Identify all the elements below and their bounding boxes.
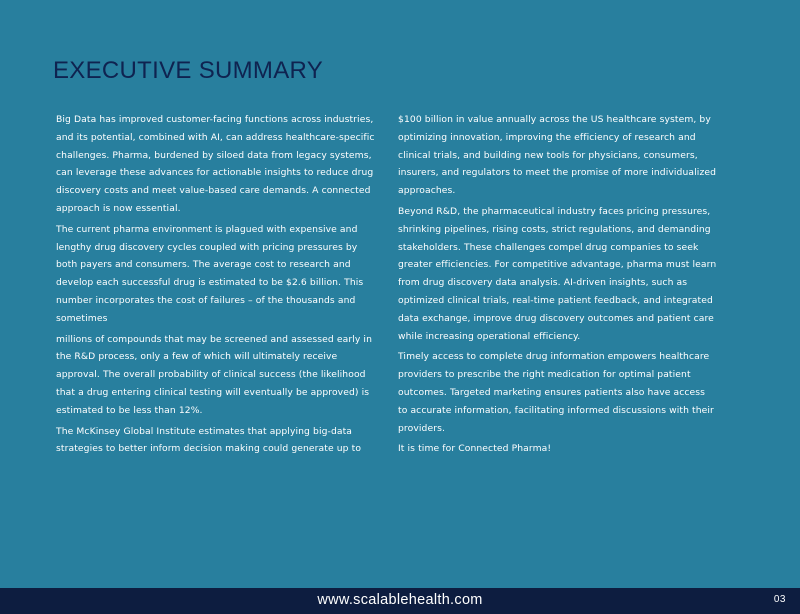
paragraph-mckinsey-estimate: The McKinsey Global Institute estimates that applying big-data strategies to better inform decision making could generate up to [56, 425, 362, 455]
right-text-column [398, 111, 728, 461]
paragraph-timely-access: Timely access to complete drug information empowers healthcare providers to prescribe the right medication for optimal patient outcomes. Targeted marketing ensures patients also have access to accurate information, facilitating informed discussions with their providers. [398, 351, 714, 434]
page-title: EXECUTIVE SUMMARY [53, 57, 324, 84]
paragraph-compounds-screening: millions of compounds that may be screened and assessed early in the R&D process, only a few of which will ultimately receive approval. The overall probability of clinical success (the likelihood that a drug entering clinical testing will eventually be approved) is estimated to be less than 12%. [56, 333, 372, 416]
paragraph-healthcare-value: $100 billion in value annually across the US healthcare system, by optimizing innovation, improving the efficiency of research and clinical trials, and building new tools for physicians, consumers, insurers, and regulators to meet the promise of more individualized approaches. [398, 114, 717, 197]
paragraph-connected-pharma: It is time for Connected Pharma! [398, 443, 552, 455]
footer-bar [0, 588, 800, 614]
paragraph-pharma-environment: The current pharma environment is plagued with expensive and lengthy drug discovery cycles coupled with pricing pressures by both payers and consumers. The average cost to research and develop each successful drug is estimated to be $2.6 billion. This number incorporates the cost of failures – of the thousands and sometimes [56, 223, 364, 324]
paragraph-big-data-intro: Big Data has improved customer-facing functions across industries, and its potential, combined with AI, can address healthcare-specific challenges. Pharma, burdened by siloed data from legacy systems, can leverage these advances for actionable insights to reduce drug discovery costs and meet value-based care demands. A connected approach is now essential. [56, 114, 375, 214]
page-number: 03 [773, 594, 786, 605]
left-text-column [56, 111, 386, 461]
paragraph-beyond-rnd: Beyond R&D, the pharmaceutical industry faces pricing pressures, shrinking pipelines, rising costs, strict regulations, and demanding stakeholders. These challenges compel drug companies to seek greater efficiencies. For competitive advantage, pharma must learn from drug discovery data analysis. AI-driven insights, such as optimized clinical trials, real-time patient feedback, and integrated data exchange, improve drug discovery outcomes and patient care while increasing operational efficiency. [398, 205, 717, 342]
footer-website-url: www.scalablehealth.com [317, 592, 483, 608]
